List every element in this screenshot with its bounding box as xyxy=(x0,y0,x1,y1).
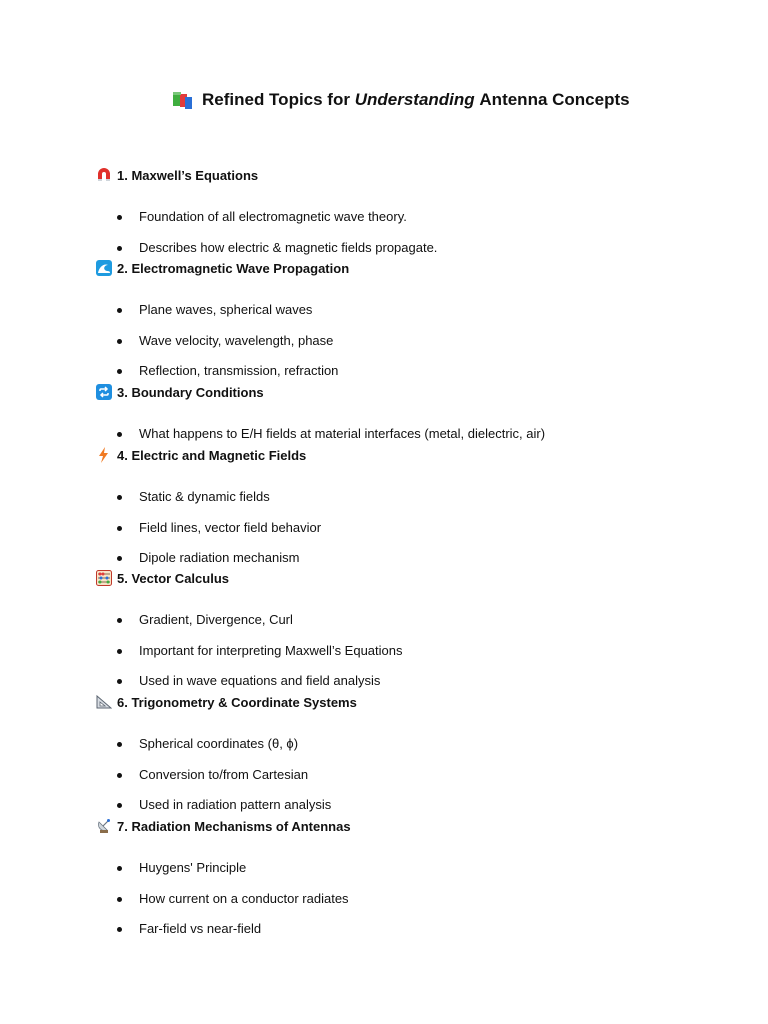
wave-icon xyxy=(96,260,112,276)
abacus-icon xyxy=(96,570,112,586)
section-maxwell xyxy=(96,166,437,269)
section-heading: 1. Maxwell’s Equations xyxy=(96,166,437,184)
section-fields xyxy=(96,446,321,580)
magnet-icon xyxy=(96,167,112,183)
list-item: Reflection, transmission, refraction xyxy=(96,362,349,393)
section-heading: 5. Vector Calculus xyxy=(96,569,403,587)
list-item: Describes how electric & magnetic fields propagate. xyxy=(96,239,437,270)
section-heading: 7. Radiation Mechanisms of Antennas xyxy=(96,817,351,835)
lightning-icon xyxy=(96,447,112,463)
page-title xyxy=(172,90,630,110)
list-item: Conversion to/from Cartesian xyxy=(96,766,357,797)
list-item: Static & dynamic fields xyxy=(96,488,321,519)
list-item: Dipole radiation mechanism xyxy=(96,549,321,580)
list-item: Spherical coordinates (θ, ϕ) xyxy=(96,735,357,766)
repeat-icon xyxy=(96,384,112,400)
section-boundary-conditions xyxy=(96,383,545,456)
list-item: Used in radiation pattern analysis xyxy=(96,796,357,827)
list-item: What happens to E/H fields at material interfaces (metal, dielectric, air) xyxy=(96,425,545,456)
list-item: Plane waves, spherical waves xyxy=(96,301,349,332)
list-item: Gradient, Divergence, Curl xyxy=(96,611,403,642)
section-wave-propagation xyxy=(96,259,349,393)
section-heading: 3. Boundary Conditions xyxy=(96,383,545,401)
list-item: Huygens' Principle xyxy=(96,859,351,890)
section-heading: 2. Electromagnetic Wave Propagation xyxy=(96,259,349,277)
list-item: How current on a conductor radiates xyxy=(96,890,351,921)
satellite-antenna-icon xyxy=(96,818,112,834)
list-item: Field lines, vector field behavior xyxy=(96,519,321,550)
section-vector-calculus xyxy=(96,569,403,703)
section-heading: 4. Electric and Magnetic Fields xyxy=(96,446,321,464)
title-emphasis: Understanding xyxy=(354,90,475,109)
section-heading: 6. Trigonometry & Coordinate Systems xyxy=(96,693,357,711)
title-suffix: Antenna Concepts xyxy=(479,90,630,109)
books-icon xyxy=(172,90,194,110)
list-item: Used in wave equations and field analysis xyxy=(96,672,403,703)
triangle-ruler-icon xyxy=(96,694,112,710)
list-item: Far-field vs near-field xyxy=(96,920,351,951)
list-item: Important for interpreting Maxwell’s Equations xyxy=(96,642,403,673)
list-item: Foundation of all electromagnetic wave theory. xyxy=(96,208,437,239)
section-radiation-mechanisms xyxy=(96,817,351,951)
title-prefix: Refined Topics for xyxy=(202,90,350,109)
section-trigonometry xyxy=(96,693,357,827)
list-item: Wave velocity, wavelength, phase xyxy=(96,332,349,363)
